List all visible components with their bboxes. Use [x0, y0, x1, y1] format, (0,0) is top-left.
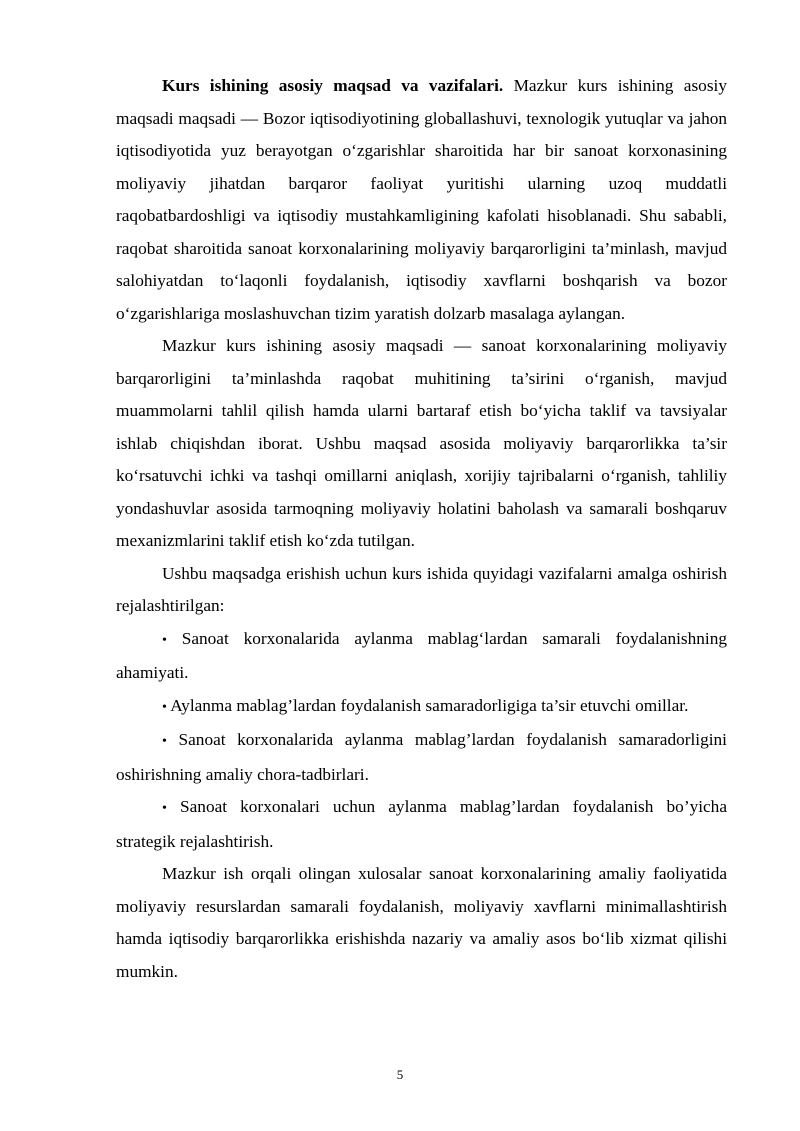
- task-item: [116, 724, 727, 791]
- goal-paragraph: Mazkur kurs ishining asosiy maqsadi — sanoat korxonalarining moliyaviy barqarorligini ta’minlashda raqobat muhitining ta’sirini oʻrganish, mavjud muammolarni tahlil qilish hamda ularni bartaraf etish boʻyicha taklif va tavsiyalar ishlab chiqishdan iborat. Ushbu maqsad asosida moliyaviy barqarorlikka ta’sir koʻrsatuvchi ichki va tashqi omillarni aniqlash, xorijiy tajribalarni oʻrganish, tahliliy yondashuvlar asosida tarmoqning moliyaviy holatini baholash va samarali boshqaruv mexanizmlarini taklif etish koʻzda tutilgan.: [116, 336, 727, 550]
- task-item: [116, 791, 727, 858]
- task-text: Sanoat korxonalari uchun aylanma mablag’lardan foydalanish bo’yicha strategik rejalashtirish.: [116, 797, 727, 851]
- task-text: Sanoat korxonalarida aylanma mablag’lardan foydalanish samaradorligini oshirishning amaliy chora-tadbirlari.: [116, 730, 727, 784]
- task-item: [116, 623, 727, 690]
- task-text: Sanoat korxonalarida aylanma mablagʻlardan samarali foydalanishning ahamiyati.: [116, 628, 727, 682]
- tasks-intro-paragraph: Ushbu maqsadga erishish uchun kurs ishida quyidagi vazifalarni amalga oshirish rejalashtirilgan:: [116, 563, 727, 615]
- page-number: 5: [396, 1067, 404, 1082]
- intro-text: Mazkur kurs ishining asosiy maqsadi maqsadi — Bozor iqtisodiyotining globallashuvi, texnologik yutuqlar va jahon iqtisodiyotida yuz berayotgan oʻzgarishlar sharoitida har bir sanoat korxonasining moliyaviy jihatdan barqaror faoliyat yuritishi ularning uzoq muddatli raqobatbardoshligi va iqtisodiy mustahkamligining kafolati hisoblanadi. Shu sababli, raqobat sharoitida sanoat korxonalarining moliyaviy barqarorligini ta’minlash, mavjud salohiyatdan toʻlaqonli foydalanish, iqtisodiy xavflarni boshqarish va bozor oʻzgarishlariga moslashuvchan tizim yaratish dolzarb masalaga aylangan.: [116, 76, 727, 323]
- section-heading: Kurs ishining asosiy maqsad va vazifalari.: [162, 76, 504, 95]
- task-item: [116, 690, 727, 725]
- bullet-icon: •: [162, 699, 167, 715]
- bullet-icon: •: [162, 734, 167, 749]
- document-page: [116, 70, 727, 988]
- intro-paragraph: [116, 70, 727, 330]
- bullet-icon: •: [162, 801, 167, 816]
- bullet-icon: •: [162, 632, 167, 648]
- conclusion-paragraph: Mazkur ish orqali olingan xulosalar sanoat korxonalarining amaliy faoliyatida moliyaviy resurslardan samarali foydalanish, moliyaviy xavflarni minimallashtirish hamda iqtisodiy barqarorlikka erishishda nazariy va amaliy asos boʻlib xizmat qilishi mumkin.: [116, 864, 727, 981]
- task-text: Aylanma mablag’lardan foydalanish samaradorligiga ta’sir etuvchi omillar.: [170, 695, 689, 715]
